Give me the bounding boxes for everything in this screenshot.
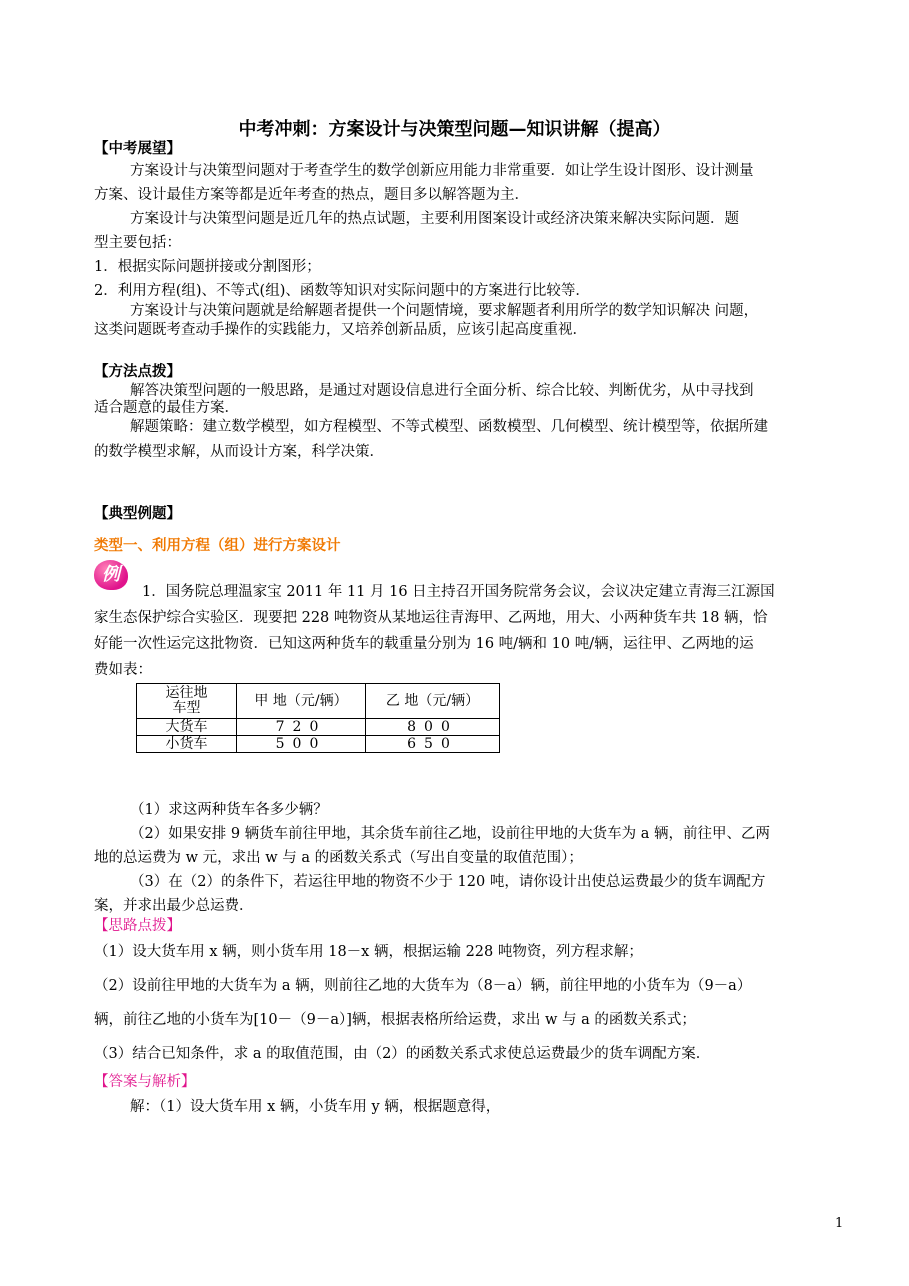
problem-line: 家生态保护综合实验区．现要把 228 吨物资从某地运往青海甲、乙两地，用大、小两种货车共 18 辆，恰 <box>94 610 768 626</box>
question-line: （1）求这两种货车各多少辆？ <box>130 802 328 818</box>
row-label: 小货车 <box>137 736 237 753</box>
outlook-line: 方案设计与决策型问题是近几年的热点试题，主要利用图案设计或经济决策来解决实际问题．题 <box>130 211 739 227</box>
method-line: 解答决策型问题的一般思路，是通过对题设信息进行全面分析、综合比较、判断优劣，从中寻找到 <box>130 383 754 399</box>
problem-line: 费如表： <box>94 662 152 678</box>
hint-line: （3）结合已知条件，求 a 的取值范围，由（2）的函数关系式求使总运费最少的货车调配方案． <box>94 1046 711 1062</box>
outlook-line: 方案设计与决策型问题对于考查学生的数学创新应用能力非常重要．如让学生设计图形、设计测量 <box>130 163 754 179</box>
column-header-jia: 甲 地（元/辆） <box>237 684 366 719</box>
hint-line: 辆，前往乙地的小货车为[10－（9－a）]辆，根据表格所给运费，求出 w 与 a 的函数关系式； <box>94 1012 696 1028</box>
cell-value: 800 <box>366 719 500 736</box>
question-line: 地的总运费为 w 元，求出 w 与 a 的函数关系式（写出自变量的取值范围）； <box>94 850 583 866</box>
hint-line: （1）设大货车用 x 辆，则小货车用 18－x 辆，根据运输 228 吨物资，列方程求解； <box>94 944 643 960</box>
outlook-line: 这类问题既考查动手操作的实践能力，又培养创新品质，应该引起高度重视． <box>94 322 587 338</box>
hint-heading: 【思路点拨】 <box>94 918 181 934</box>
method-line: 适合题意的最佳方案． <box>94 400 239 416</box>
problem-line: 好能一次性运完这批物资．已知这两种货车的载重量分别为 16 吨/辆和 10 吨/辆，运往甲、乙两地的运 <box>94 636 754 652</box>
outlook-line: 方案、设计最佳方案等都是近年考查的热点，题目多以解答题为主． <box>94 187 529 203</box>
table-row <box>137 719 500 736</box>
answer-line: 解：（1）设大货车用 x 辆，小货车用 y 辆，根据题意得， <box>130 1099 501 1115</box>
method-heading: 【方法点拨】 <box>94 364 181 380</box>
outlook-line: 2．利用方程(组)、不等式(组)、函数等知识对实际问题中的方案进行比较等． <box>94 283 590 299</box>
table-corner-cell <box>137 684 237 719</box>
type1-heading: 类型一、利用方程（组）进行方案设计 <box>94 538 341 554</box>
cell-value: 500 <box>237 736 366 753</box>
column-header-yi: 乙 地（元/辆） <box>366 684 500 719</box>
outlook-line: 方案设计与决策问题就是给解题者提供一个问题情境，要求解题者利用所学的数学知识解决 问题， <box>130 303 759 319</box>
question-line: （3）在（2）的条件下，若运往甲地的物资不少于 120 吨，请你设计出使总运费最少的货车调配方 <box>130 874 766 890</box>
problem-line: 1．国务院总理温家宝 2011 年 11 月 16 日主持召开国务院常务会议，会议决定建立青海三江源国 <box>142 584 775 600</box>
example-badge-icon: 例 <box>94 560 128 590</box>
outlook-line: 1．根据实际问题拼接或分割图形； <box>94 259 321 275</box>
page-title: 中考冲刺：方案设计与决策型问题—知识讲解（提高） <box>238 119 671 140</box>
examples-heading: 【典型例题】 <box>94 506 181 522</box>
corner-top-label: 运往地 <box>165 685 208 702</box>
row-label: 大货车 <box>137 719 237 736</box>
table-header-row <box>137 684 500 719</box>
cell-value: 650 <box>366 736 500 753</box>
corner-bottom-label: 车型 <box>172 700 201 716</box>
outlook-line: 型主要包括： <box>94 235 181 251</box>
outlook-heading: 【中考展望】 <box>94 141 181 157</box>
cell-value: 720 <box>237 719 366 736</box>
answer-heading: 【答案与解析】 <box>94 1074 196 1090</box>
question-line: 案，并求出最少总运费． <box>94 898 254 914</box>
page-number: 1 <box>835 1216 844 1231</box>
table-row <box>137 736 500 753</box>
question-line: （2）如果安排 9 辆货车前往甲地，其余货车前往乙地，设前往甲地的大货车为 a 辆，前往甲、乙两 <box>130 826 771 842</box>
freight-table <box>136 683 500 753</box>
method-line: 的数学模型求解，从而设计方案，科学决策． <box>94 444 384 460</box>
hint-line: （2）设前往甲地的大货车为 a 辆，则前往乙地的大货车为（8－a）辆，前往甲地的小货车为（9－a） <box>94 978 752 994</box>
method-line: 解题策略：建立数学模型，如方程模型、不等式模型、函数模型、几何模型、统计模型等，依据所建 <box>130 419 768 435</box>
